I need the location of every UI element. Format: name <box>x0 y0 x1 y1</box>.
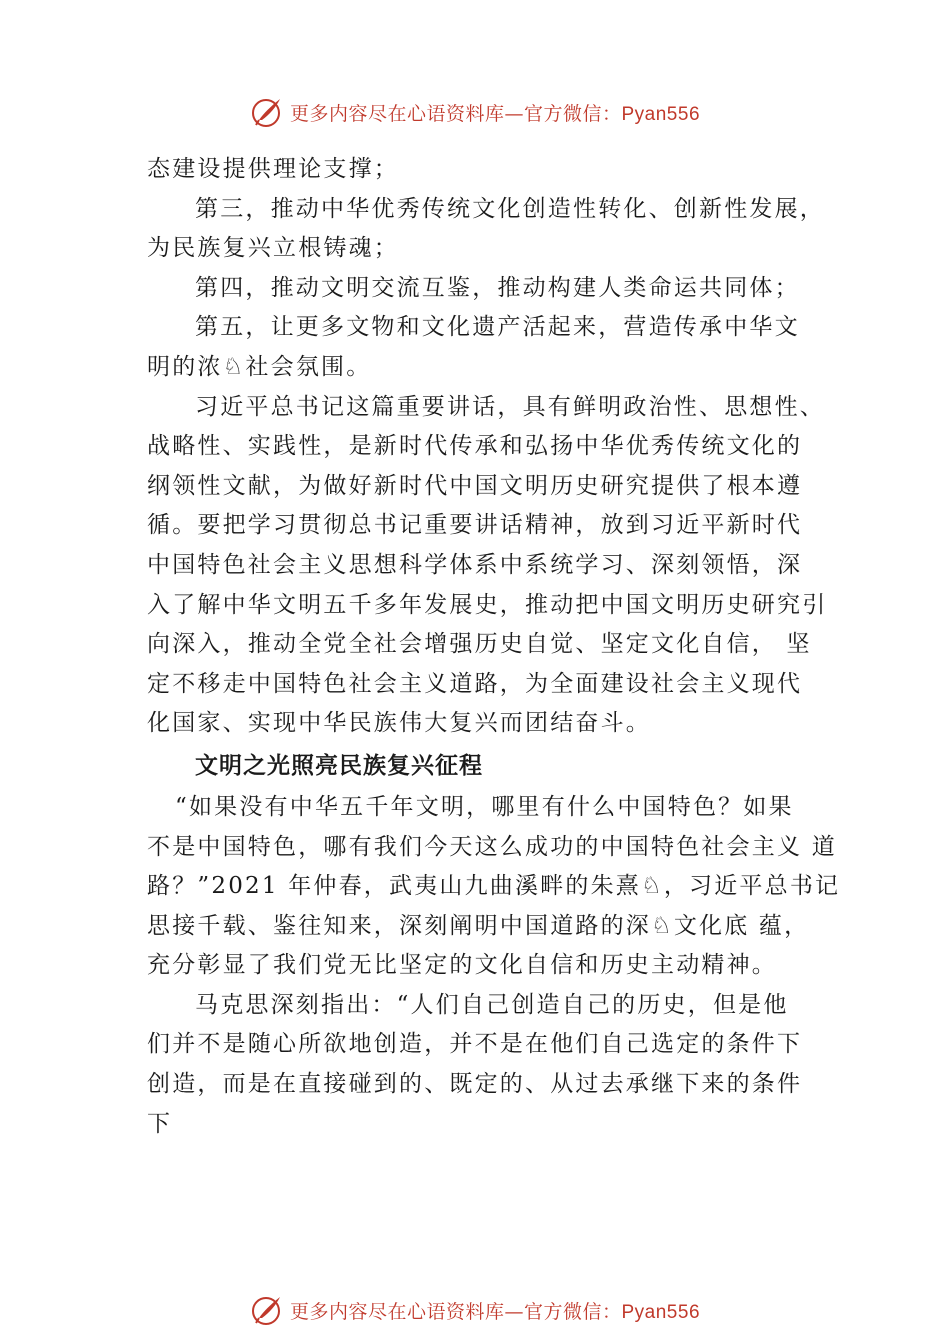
text-line: 路？”2021 年仲春，武夷山九曲溪畔的朱熹♘，习近平总书记 <box>147 873 841 900</box>
text-line: 下 <box>147 1110 173 1137</box>
text-line: 马克思深刻指出：“人们自己创造自己的历史，但是他 <box>195 991 789 1018</box>
text-line: 向深入，推动全党全社会增强历史自觉、坚定文化自信， 坚 <box>147 631 812 658</box>
text-line: “如果没有中华五千年文明，哪里有什么中国特色？如果 <box>175 793 794 820</box>
text-line: 为民族复兴立根铸魂； <box>147 235 399 262</box>
section-heading: 文明之光照亮民族复兴征程 <box>195 752 483 779</box>
text-line: 第四，推动文明交流互鉴，推动构建人类命运共同体； <box>195 274 800 301</box>
footer-banner-text: 更多内容尽在心语资料库—官方微信：Pyan556 <box>289 1300 701 1323</box>
text-line: 创造，而是在直接碰到的、既定的、从过去承继下来的条件 <box>147 1071 803 1098</box>
text-line: 化国家、实现中华民族伟大复兴而团结奋斗。 <box>147 710 651 737</box>
text-line: 第五，让更多文物和文化遗产活起来，营造传承中华文 <box>195 314 800 341</box>
text-line: 定不移走中国特色社会主义道路，为全面建设社会主义现代 <box>147 670 803 697</box>
text-line: 中国特色社会主义思想科学体系中系统学习、深刻领悟，深 <box>147 551 803 578</box>
text-line: 态建设提供理论支撑； <box>147 156 399 182</box>
quill-pen-logo-icon <box>250 1293 284 1327</box>
text-line: 充分彰显了我们党无比坚定的文化自信和历史主动精神。 <box>147 952 777 979</box>
text-line: 纲领性文献，为做好新时代中国文明历史研究提供了根本遵 <box>147 472 803 499</box>
footer-banner <box>0 1290 950 1330</box>
text-line: 战略性、实践性，是新时代传承和弘扬中华优秀传统文化的 <box>147 433 803 460</box>
text-line: 明的浓♘社会氛围。 <box>147 353 372 380</box>
header-banner-text: 更多内容尽在心语资料库—官方微信：Pyan556 <box>289 102 701 125</box>
text-line: 们并不是随心所欲地创造，并不是在他们自己选定的条件下 <box>147 1031 803 1058</box>
header-banner <box>0 92 950 132</box>
text-line: 入了解中华文明五千多年发展史，推动把中国文明历史研究引 <box>147 591 828 618</box>
text-line: 循。要把学习贯彻总书记重要讲话精神，放到习近平新时代 <box>147 512 803 539</box>
text-line: 第三，推动中华优秀传统文化创造性转化、创新性发展， <box>195 195 825 222</box>
document-body <box>147 150 841 1144</box>
text-line: 习近平总书记这篇重要讲话，具有鲜明政治性、思想性、 <box>195 393 825 420</box>
text-line: 思接千载、鉴往知来，深刻阐明中国道路的深♘文化底 蕴， <box>147 912 810 939</box>
text-line: 不是中国特色，哪有我们今天这么成功的中国特色社会主义 道 <box>147 833 837 860</box>
quill-pen-logo-icon <box>250 95 284 129</box>
